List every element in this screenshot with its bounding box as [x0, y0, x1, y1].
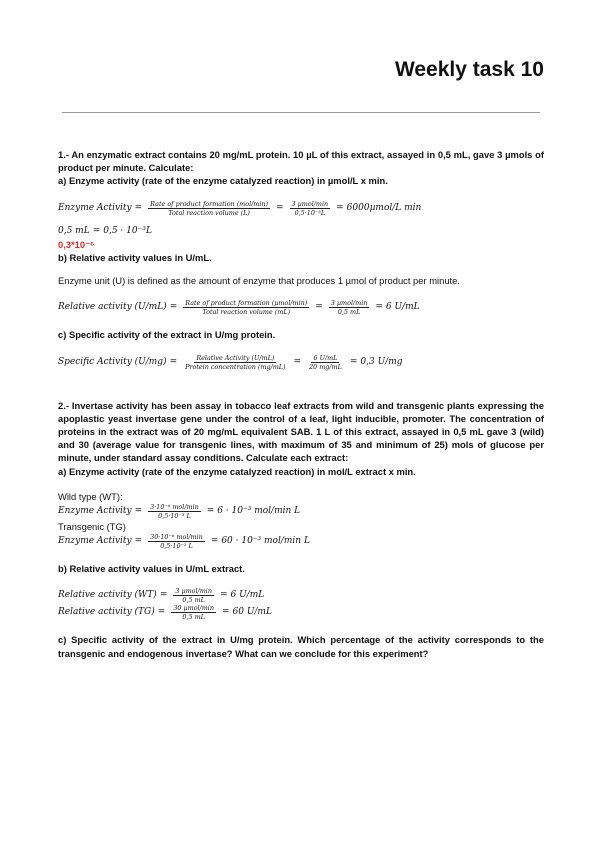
q1-a-equation: Enzyme Activity = $\frac{\text{Rate of product formation (mol/min)}}{\text{Total reaction volume (L)}}$ = $\frac{\text{3 µmol/min}}{\text{0,5·10⁻³L}}$ = 6000µmol/L min	[58, 199, 422, 217]
q1-a-frac2-den: 0,5·10⁻³L	[294, 208, 326, 217]
q1-c-frac1-num: Relative Activity (U/mL)	[196, 353, 275, 362]
q2-tg-den: 0,5·10⁻³ L	[160, 542, 193, 551]
q1-c-result: 0,3 U/mg	[360, 356, 403, 367]
q2-tg-equation: Enzyme Activity = $\frac{\text{30·10⁻⁶ mol/min}}{\text{0,5·10⁻³ L}}$ = 60 · 10⁻³ mol/min L	[58, 533, 310, 551]
q2-rwt-den: 0,5 mL	[182, 596, 205, 605]
q1-b-frac1-num: Rate of product formation (µmol/min)	[185, 299, 308, 308]
q2-wt-result: 6 · 10⁻³ mol/min L	[217, 505, 301, 516]
q2-b-heading: b) Relative activity values in U/mL extract.	[58, 563, 245, 575]
q1-b-lhs: Relative activity (U/mL)	[58, 302, 167, 313]
q2-a-heading: a) Enzyme activity (rate of the enzyme catalyzed reaction) in mol/L extract x min.	[58, 465, 416, 477]
q1-b-fraction-formula	[183, 299, 309, 316]
q2-tg-result: 60 · 10⁻³ mol/min L	[221, 536, 310, 547]
q2-wt-label: Wild type (WT):	[58, 490, 123, 502]
q2-rwt-num: 3 µmol/min	[175, 587, 212, 596]
q2-tg-fraction	[148, 533, 205, 550]
q1-a-heading: a) Enzyme activity (rate of the enzyme catalyzed reaction) in µmol/L x min.	[58, 175, 388, 187]
q2-rtg-den: 0,5 mL	[182, 613, 205, 622]
q1-b-frac1-den: Total reaction volume (mL)	[202, 308, 291, 317]
q1-a-frac1-den: Total reaction volume (L)	[168, 208, 250, 217]
q2-rwt-lhs: Relative activity (WT)	[58, 590, 157, 601]
q2-wt-fraction	[148, 503, 201, 520]
q1-a-result: 6000µmol/L min	[346, 202, 422, 213]
document-body	[58, 148, 544, 660]
q1-intro: 1.- An enzymatic extract contains 20 mg/mL protein. 10 µL of this extract, assayed in 0,5 mL, gave 3 µmols of product per minute. Calculate:	[58, 149, 544, 174]
q1-a-frac2-num: 3 µmol/min	[291, 199, 329, 208]
q1-a-lhs: Enzyme Activity	[58, 202, 132, 213]
q1-b-definition: Enzyme unit (U) is defined as the amount of enzyme that produces 1 µmol of product per minute.	[58, 275, 460, 287]
q1-a-frac1-num: Rate of product formation (mol/min)	[150, 199, 268, 208]
q2-wt-num: 3·10⁻⁶ mol/min	[150, 503, 199, 512]
q1-red-note: 0,3*10⁻⁶	[58, 238, 95, 250]
q2-wt-lhs: Enzyme Activity	[58, 505, 132, 516]
q1-b-heading: b) Relative activity values in U/mL.	[58, 252, 212, 264]
q2-c-heading: c) Specific activity of the extract in U/mg protein. Which percentage of the activity corresponds to the transgenic and endogenous invertase? What can we conclude for this experiment?	[58, 634, 544, 659]
q1-c-equation: Specific Activity (U/mg) = $\frac{\text{Relative Activity (U/mL)}}{\text{Protein concentration (mg/mL)}}$ = $\frac{6 U/mL}{20 mg/mL}$ = 0,3 U/mg	[58, 353, 403, 371]
q1-conv-rhs: 0,5 · 10⁻³L	[103, 225, 152, 236]
q1-conversion: 0,5 mL = 0,5 · 10⁻³L	[58, 225, 544, 238]
q1-b-frac2-den: 0,5 mL	[337, 308, 361, 317]
page-title: Weekly task 10	[394, 58, 544, 81]
q1-c-frac2-den: 20 mg/mL	[309, 362, 342, 371]
q2-rwt-fraction	[173, 587, 214, 604]
q2-rwt-result: 6 U/mL	[230, 590, 265, 601]
q1-b-result: 6 U/mL	[385, 302, 420, 313]
q1-a-fraction-formula	[148, 200, 270, 217]
q2-intro: 2.- Invertase activity has been assay in tobacco leaf extracts from wild and transgenic plants expressing the apoplastic yeast invertase gene under the control of a leaf, light inducible, promoter. The concentration of proteins in the extract was of 20 mg/mL equivalent SAB. 1 L of this extract, assayed in 0,5 mL gave 3 (wild) and 30 (average value for transgenic lines, with maximum of 35 and minimum of 25) mols of glucose per minute, under standard assay conditions. Calculate each extract:	[58, 399, 544, 464]
title-divider	[62, 112, 540, 113]
q1-c-fraction-values	[307, 354, 344, 371]
q1-c-frac1-den: Protein concentration (mg/mL)	[185, 362, 286, 371]
q1-c-frac2-num: 6 U/mL	[313, 353, 338, 362]
q2-tg-lhs: Enzyme Activity	[58, 536, 132, 547]
q2-rtg-result: 60 U/mL	[232, 607, 272, 618]
q1-c-fraction-formula	[183, 354, 287, 371]
q2-rtg-fraction	[171, 604, 216, 621]
q1-a-fraction-values	[290, 200, 331, 217]
q2-rtg-lhs: Relative activity (TG)	[58, 607, 155, 618]
q2-rwt-equation: Relative activity (WT) = $\frac{\text{3 µmol/min}}{0,5 mL}$ = 6 U/mL	[58, 587, 265, 605]
q1-b-fraction-values	[329, 299, 370, 316]
q2-tg-label: Transgenic (TG)	[58, 521, 126, 533]
q1-c-lhs: Specific Activity (U/mg)	[58, 356, 167, 367]
q1-b-frac2-num: 3 µmol/min	[330, 299, 368, 308]
q2-wt-den: 0,5·10⁻³ L	[158, 512, 191, 521]
q2-rtg-equation: Relative activity (TG) = $\frac{\text{30 µmol/min}}{0,5 mL}$ = 60 U/mL	[58, 604, 272, 622]
q2-rtg-num: 30 µmol/min	[173, 604, 214, 613]
q1-c-heading: c) Specific activity of the extract in U/mg protein.	[58, 329, 276, 341]
q2-wt-equation: Enzyme Activity = $\frac{\text{3·10⁻⁶ mol/min}}{\text{0,5·10⁻³ L}}$ = 6 · 10⁻³ mol/min L	[58, 503, 301, 521]
q1-b-equation: Relative activity (U/mL) = $\frac{\text{Rate of product formation (µmol/min)}}{\text{Total reaction volume (mL)}}$ = $\frac{\text{3 µmol/min}}{0,5 mL}$ = 6 U/mL	[58, 299, 420, 317]
q2-tg-num: 30·10⁻⁶ mol/min	[150, 533, 203, 542]
q1-conv-lhs: 0,5 mL	[58, 225, 90, 236]
